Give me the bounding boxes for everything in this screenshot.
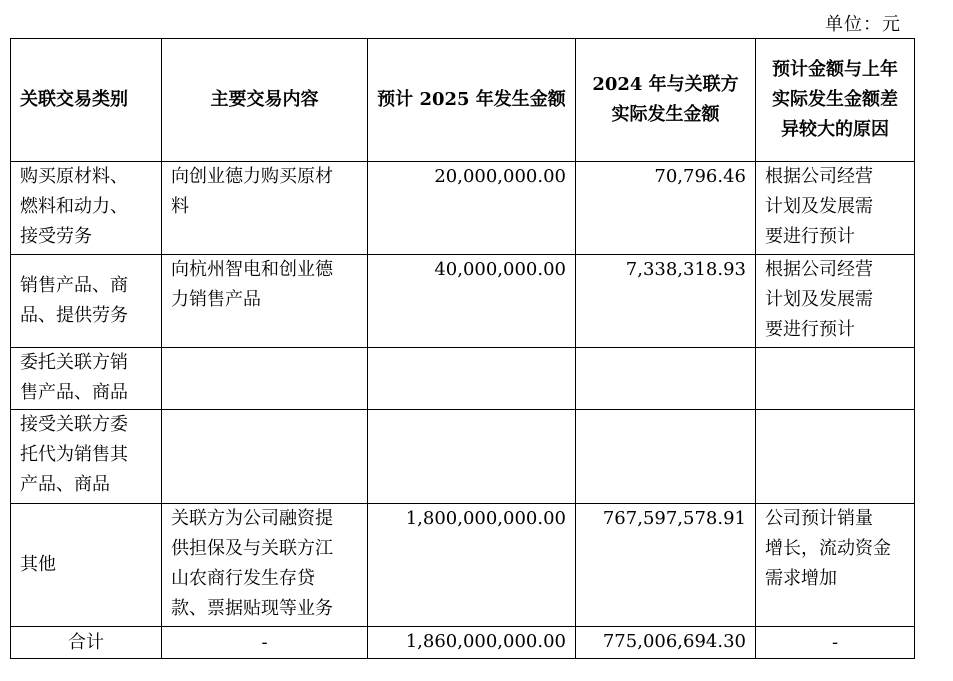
total-reason: - <box>756 627 915 659</box>
row-actual <box>576 410 756 504</box>
total-actual: 775,006,694.30 <box>576 627 756 659</box>
row-content: 向杭州智电和创业德 力销售产品 <box>162 255 368 348</box>
row-estimate: 20,000,000.00 <box>368 162 576 255</box>
row-reason <box>756 348 915 410</box>
unit-label: 单位：元 <box>825 14 901 35</box>
row-reason <box>756 410 915 504</box>
row-content: 关联方为公司融资提 供担保及与关联方江 山农商行发生存贷 款、票据贴现等业务 <box>162 504 368 627</box>
table-row <box>11 255 915 348</box>
header-actual: 2024 年与关联方实际发生金额 <box>576 39 756 162</box>
row-category: 购买原材料、 燃料和动力、 接受劳务 <box>11 162 162 255</box>
row-reason: 根据公司经营 计划及发展需 要进行预计 <box>756 255 915 348</box>
row-actual: 767,597,578.91 <box>576 504 756 627</box>
row-actual: 70,796.46 <box>576 162 756 255</box>
row-actual: 7,338,318.93 <box>576 255 756 348</box>
total-label: 合计 <box>11 627 162 659</box>
header-category: 关联交易类别 <box>11 39 162 162</box>
row-category: 接受关联方委 托代为销售其 产品、商品 <box>11 410 162 504</box>
row-content: 向创业德力购买原材 料 <box>162 162 368 255</box>
header-content: 主要交易内容 <box>162 39 368 162</box>
row-category: 销售产品、商 品、提供劳务 <box>11 255 162 348</box>
table-row <box>11 504 915 627</box>
header-estimate: 预计 2025 年发生金额 <box>368 39 576 162</box>
row-category: 其他 <box>11 504 162 627</box>
table-row <box>11 410 915 504</box>
header-reason: 预计金额与上年实际发生金额差异较大的原因 <box>756 39 915 162</box>
row-category: 委托关联方销 售产品、商品 <box>11 348 162 410</box>
row-estimate: 1,800,000,000.00 <box>368 504 576 627</box>
total-content: - <box>162 627 368 659</box>
row-estimate <box>368 348 576 410</box>
row-estimate: 40,000,000.00 <box>368 255 576 348</box>
table-row <box>11 348 915 410</box>
total-row <box>11 627 915 659</box>
row-reason: 公司预计销量 增长，流动资金 需求增加 <box>756 504 915 627</box>
header-row <box>11 39 915 162</box>
table-row <box>11 162 915 255</box>
related-transactions-table <box>10 38 915 659</box>
row-reason: 根据公司经营 计划及发展需 要进行预计 <box>756 162 915 255</box>
row-content <box>162 410 368 504</box>
row-content <box>162 348 368 410</box>
total-estimate: 1,860,000,000.00 <box>368 627 576 659</box>
row-estimate <box>368 410 576 504</box>
row-actual <box>576 348 756 410</box>
